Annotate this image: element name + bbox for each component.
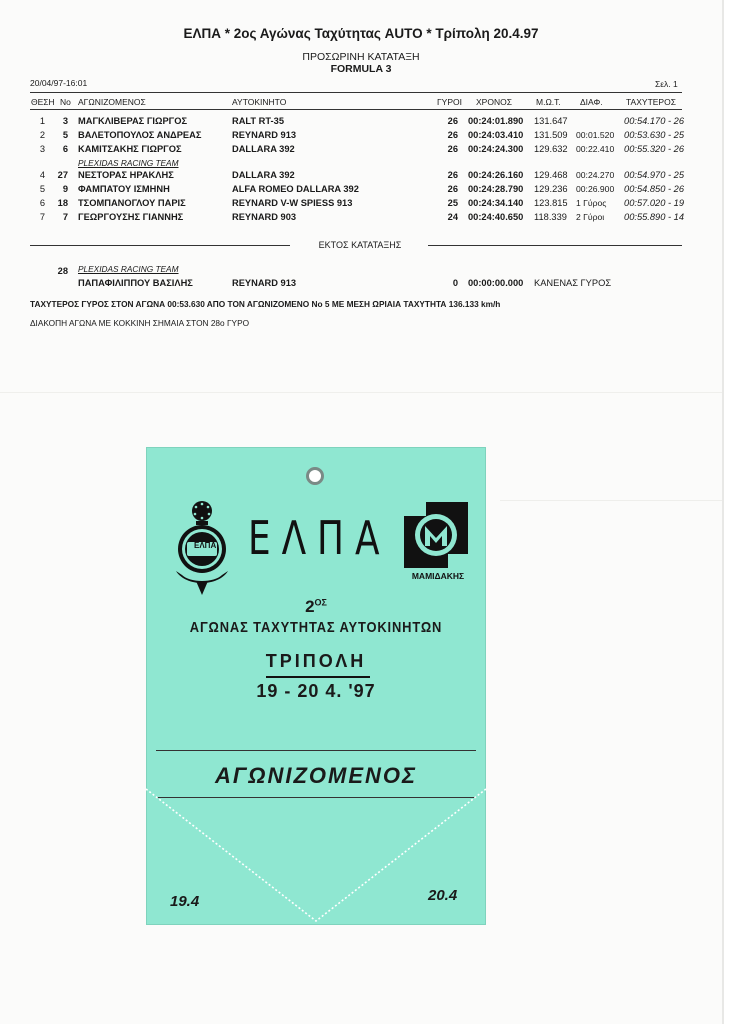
team-name: PLEXIDAS RACING TEAM	[78, 158, 179, 168]
avg-speed-cell: 129.236	[534, 184, 568, 194]
column-header: ΤΑΧΥΤΕΡΟΣ	[626, 97, 676, 107]
page-number: Σελ. 1	[655, 79, 678, 89]
car-cell: ALFA ROMEO DALLARA 392	[232, 184, 359, 194]
driver-cell: ΤΣΟΜΠΑΝΟΓΛΟΥ ΠΑΡΙΣ	[78, 198, 186, 208]
edition: $2^{O\Sigma}$	[305, 597, 327, 616]
avg-speed-cell: 131.647	[534, 116, 568, 126]
paper-edge	[722, 0, 724, 1024]
best-lap-cell: 00:54.170 - 26	[624, 116, 684, 126]
gap-cell: 2 Γύροι	[576, 212, 605, 222]
gap-cell: 00:26.900	[576, 184, 615, 194]
role-rule-top	[156, 750, 476, 751]
driver-cell: ΝΕΣΤΟΡΑΣ ΗΡΑΚΛΗΣ	[78, 170, 174, 180]
position-cell: 1	[39, 116, 45, 126]
driver-cell: ΚΑΜΙΤΣΑΚΗΣ ΓΙΩΡΓΟΣ	[78, 144, 182, 154]
event-dates: 19 - 20 4. '97	[256, 681, 376, 701]
car-cell: REYNARD 913	[232, 278, 297, 288]
best-lap-cell: 00:54.970 - 25	[624, 170, 684, 180]
event-name: ΑΓΩΝΑΣ ΤΑΧΥΤΗΤΑΣ ΑΥΤΟΚΙΝΗΤΩΝ	[189, 619, 443, 636]
fastest-lap-note: ΤΑΧΥΤΕΡΟΣ ΓΥΡΟΣ ΣΤΟΝ ΑΓΩΝΑ 00:53.630 ΑΠΟ ΤΟΝ ΑΓΩΝΙΖΟΜΕΝΟ Νο 5 ΜΕ ΜΕΣΗ ΩΡΙΑΙΑ ΤΑΧΥΤΗΤΑ 136.133 km/h	[30, 299, 501, 309]
car-cell: REYNARD V-W SPIESS 913	[232, 198, 353, 208]
sheet-category: FORMULA 3	[330, 63, 392, 75]
avg-speed-cell: 123.815	[534, 198, 568, 208]
gap-cell: 1 Γύρος	[576, 198, 607, 208]
team-name: PLEXIDAS RACING TEAM	[78, 264, 179, 274]
laps-cell: 26	[447, 184, 458, 194]
competitor-pass	[146, 447, 486, 925]
red-flag-note: ΔΙΑΚΟΠΗ ΑΓΩΝΑ ΜΕ ΚΟΚΚΙΝΗ ΣΗΜΑΙΑ ΣΤΟΝ 28ο ΓΥΡΟ	[30, 318, 250, 328]
car-number-cell: 7	[62, 212, 68, 222]
car-cell: REYNARD 903	[232, 212, 297, 222]
position-cell: 5	[39, 184, 45, 194]
time-cell: 00:24:01.890	[468, 116, 524, 126]
column-header: ΘΕΣΗ	[31, 97, 55, 107]
gap-cell: 00:01.520	[576, 130, 615, 140]
status-cell: ΚΑΝΕΝΑΣ ΓΥΡΟΣ	[534, 278, 612, 288]
driver-cell: ΓΕΩΡΓΟΥΣΗΣ ΓΙΑΝΝΗΣ	[78, 212, 184, 222]
column-header: ΑΥΤΟΚΙΝΗΤΟ	[232, 97, 287, 107]
laps-cell: 0	[452, 278, 458, 288]
laps-cell: 24	[447, 212, 458, 222]
car-number-cell: 6	[62, 144, 68, 154]
car-number-cell: 27	[57, 170, 68, 180]
best-lap-cell: 00:55.320 - 26	[624, 144, 684, 154]
laps-cell: 26	[447, 170, 458, 180]
position-cell: 3	[39, 144, 45, 154]
car-cell: RALT RT-35	[232, 116, 284, 126]
column-header: ΧΡΟΝΟΣ	[476, 97, 512, 107]
unclassified-label: ΕΚΤΟΣ ΚΑΤΑΤΑΞΗΣ	[318, 240, 402, 250]
column-header: Νο	[60, 97, 71, 107]
driver-cell: ΦΑΜΠΑΤΟΥ ΙΣΜΗΝΗ	[78, 184, 170, 194]
driver-cell: ΒΑΛΕΤΟΠΟΥΛΟΣ ΑΝΔΡΕΑΣ	[78, 130, 202, 140]
car-number-cell: 28	[57, 266, 68, 276]
time-cell: 00:24:34.140	[468, 198, 524, 208]
punch-hole	[306, 467, 324, 485]
avg-speed-cell: 129.468	[534, 170, 568, 180]
sponsor-name: ΜΑΜΙΔΑΚΗΣ	[411, 571, 465, 581]
paper-fold	[0, 392, 722, 393]
time-cell: 00:24:24.300	[468, 144, 524, 154]
column-header: ΑΓΩΝΙΖΟΜΕΝΟΣ	[78, 97, 146, 107]
time-cell: 00:24:28.790	[468, 184, 524, 194]
avg-speed-cell: 118.339	[534, 212, 567, 222]
driver-cell: ΜΑΓΚΛΙΒΕΡΑΣ ΓΙΩΡΓΟΣ	[78, 116, 188, 126]
laps-cell: 25	[447, 198, 458, 208]
gap-cell: 00:24.270	[576, 170, 615, 180]
time-cell: 00:00:00.000	[468, 278, 524, 288]
paper-fold	[500, 500, 722, 501]
position-cell: 7	[39, 212, 45, 222]
car-number-cell: 9	[62, 184, 68, 194]
car-cell: DALLARA 392	[232, 144, 295, 154]
best-lap-cell: 00:57.020 - 19	[624, 198, 684, 208]
position-cell: 4	[39, 170, 45, 180]
column-header: ΓΥΡΟΙ	[437, 97, 462, 107]
event-city: ΤΡΙΠΟΛΗ	[265, 651, 367, 671]
city-underline	[266, 676, 370, 678]
car-number-cell: 18	[57, 198, 68, 208]
header-top-rule	[30, 92, 682, 93]
position-cell: 2	[39, 130, 45, 140]
column-header: Μ.Ω.Τ.	[536, 97, 561, 107]
laps-cell: 26	[447, 116, 458, 126]
laps-cell: 26	[447, 144, 458, 154]
print-timestamp: 20/04/97-16:01	[30, 78, 88, 88]
best-lap-cell: 00:55.890 - 14	[624, 212, 684, 222]
header-bottom-rule	[30, 109, 682, 110]
divider-right	[428, 245, 682, 246]
car-number-cell: 3	[62, 116, 68, 126]
column-header: ΔΙΑΦ.	[580, 97, 603, 107]
pass-role: ΑΓΩΝΙΖΟΜΕΝΟΣ	[214, 763, 418, 788]
time-cell: 00:24:03.410	[468, 130, 524, 140]
avg-speed-cell: 131.509	[534, 130, 568, 140]
org-name: ΕΛΠΑ	[248, 511, 391, 565]
day-stub-2: 20.4	[428, 887, 458, 904]
car-cell: DALLARA 392	[232, 170, 295, 180]
sponsor-logo	[404, 502, 468, 568]
day-stub-1: 19.4	[170, 893, 200, 910]
driver-cell: ΠΑΠΑΦΙΛΙΠΠΟΥ ΒΑΣΙΛΗΣ	[78, 278, 193, 288]
best-lap-cell: 00:53.630 - 25	[624, 130, 684, 140]
time-cell: 00:24:26.160	[468, 170, 524, 180]
emblem-label: ΕΛΠΑ	[194, 541, 217, 550]
sheet-title: ΕΛΠΑ * 2ος Αγώνας Ταχύτητας AUTO * Τρίπολη 20.4.97	[183, 26, 539, 41]
divider-left	[30, 245, 290, 246]
gap-cell: 00:22.410	[576, 144, 615, 154]
time-cell: 00:24:40.650	[468, 212, 524, 222]
sheet-subtitle: ΠΡΟΣΩΡΙΝΗ ΚΑΤΑΤΑΞΗ	[302, 51, 420, 63]
car-number-cell: 5	[62, 130, 68, 140]
car-cell: REYNARD 913	[232, 130, 297, 140]
best-lap-cell: 00:54.850 - 26	[624, 184, 684, 194]
position-cell: 6	[39, 198, 45, 208]
avg-speed-cell: 129.632	[534, 144, 568, 154]
laps-cell: 26	[447, 130, 458, 140]
